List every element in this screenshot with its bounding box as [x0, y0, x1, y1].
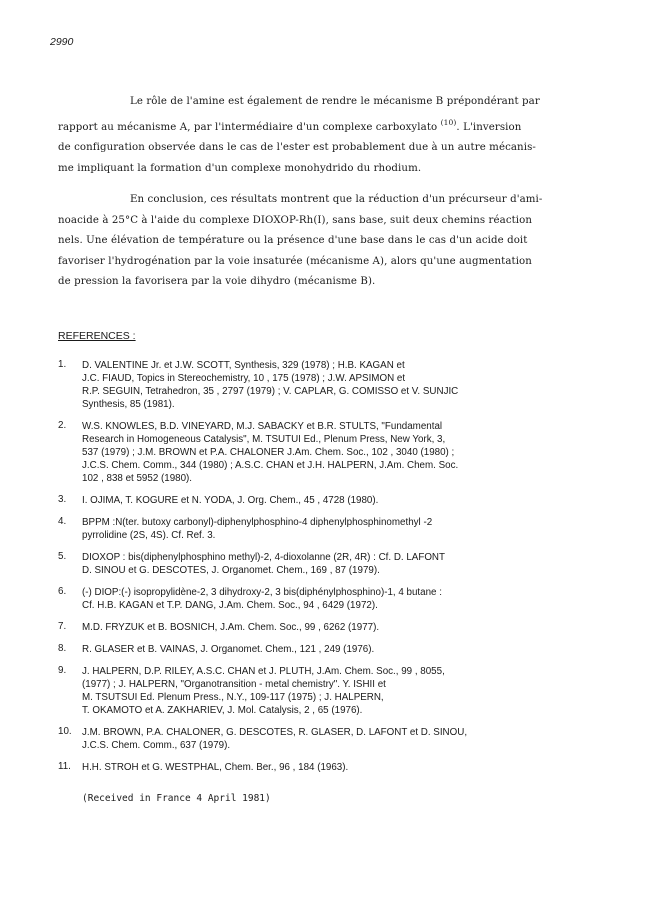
paragraph-line: me impliquant la formation d'un complexe monohydrido du rhodium.: [58, 162, 422, 174]
reference-line: (-) DIOP:(-) isopropylidène-2, 3 dihydroxy-2, 3 bis(diphénylphosphino)-1, 4 butane :: [82, 587, 442, 598]
reference-number: 1.: [58, 359, 67, 370]
reference-line: D. SINOU et G. DESCOTES, J. Organomet. Chem., 169 , 87 (1979).: [82, 565, 380, 576]
reference-line: Research in Homogeneous Catalysis", M. TSUTUI Ed., Plenum Press, New York, 3,: [82, 434, 446, 445]
reference-line: M. TSUTSUI Ed. Plenum Press., N.Y., 109-117 (1975) ; J. HALPERN,: [82, 692, 384, 703]
reference-number: 6.: [58, 586, 67, 597]
reference-item: [58, 359, 618, 411]
paragraph-line: nels. Une élévation de température ou la présence d'une base dans le cas d'un acide doit: [58, 235, 528, 246]
references-heading: REFERENCES :: [58, 330, 136, 342]
received-date: (Received in France 4 April 1981): [82, 793, 271, 804]
paragraph-conclusion: [58, 190, 614, 293]
paragraph-mechanism: [58, 92, 614, 179]
paragraph-line: de pression la favorisera par la voie dihydro (mécanisme B).: [58, 276, 376, 287]
reference-line: J.M. BROWN, P.A. CHALONER, G. DESCOTES, R. GLASER, D. LAFONT et D. SINOU,: [82, 727, 468, 738]
citation-superscript: (10): [440, 117, 457, 127]
reference-line: pyrrolidine (2S, 4S). Cf. Ref. 3.: [82, 530, 216, 541]
reference-number: 3.: [58, 494, 67, 505]
paragraph-line: [58, 113, 614, 139]
reference-line: J. HALPERN, D.P. RILEY, A.S.C. CHAN et J. PLUTH, J.Am. Chem. Soc., 99 , 8055,: [82, 666, 445, 677]
reference-line: (1977) ; J. HALPERN, "Organotransition - metal chemistry". Y. ISHII et: [82, 679, 386, 690]
paragraph-line: Le rôle de l'amine est également de rendre le mécanisme B prépondérant par: [130, 96, 540, 107]
paragraph-line: favoriser l'hydrogénation par la voie insaturée (mécanisme A), alors qu'une augmentation: [58, 255, 532, 267]
reference-item: [58, 621, 618, 634]
paragraph-line-tail: . L'inversion: [456, 121, 522, 133]
reference-line: D. VALENTINE Jr. et J.W. SCOTT, Synthesis, 329 (1978) ; H.B. KAGAN et: [82, 360, 405, 371]
reference-line: R. GLASER et B. VAINAS, J. Organomet. Chem., 121 , 249 (1976).: [82, 644, 375, 655]
paragraph-line-text: rapport au mécanisme A, par l'intermédiaire d'un complexe carboxylato: [58, 121, 438, 133]
reference-item: [58, 726, 618, 752]
reference-item: [58, 516, 618, 542]
reference-item: [58, 420, 618, 485]
reference-line: Synthesis, 85 (1981).: [82, 399, 175, 410]
reference-line: 102 , 838 et 5952 (1980).: [82, 473, 193, 484]
reference-number: 11.: [58, 761, 71, 772]
reference-item: [58, 494, 618, 507]
reference-line: M.D. FRYZUK et B. BOSNICH, J.Am. Chem. Soc., 99 , 6262 (1977).: [82, 622, 380, 633]
reference-number: 5.: [58, 551, 67, 562]
reference-line: Cf. H.B. KAGAN et T.P. DANG, J.Am. Chem. Soc., 94 , 6429 (1972).: [82, 600, 378, 611]
reference-item: [58, 665, 618, 717]
reference-number: 2.: [58, 420, 67, 431]
reference-line: DIOXOP : bis(diphenylphosphino methyl)-2, 4-dioxolanne (2R, 4R) : Cf. D. LAFONT: [82, 552, 445, 563]
reference-line: J.C.S. Chem. Comm., 344 (1980) ; A.S.C. CHAN et J.H. HALPERN, J.Am. Chem. Soc.: [82, 460, 459, 471]
reference-number: 10.: [58, 726, 72, 737]
reference-number: 4.: [58, 516, 67, 527]
reference-line: 537 (1979) ; J.M. BROWN et P.A. CHALONER J.Am. Chem. Soc., 102 , 3040 (1980) ;: [82, 447, 455, 458]
paragraph-line: noacide à 25°C à l'aide du complexe DIOXOP-Rh(I), sans base, suit deux chemins réaction: [58, 214, 533, 226]
reference-list: [58, 359, 618, 783]
paragraph-line: En conclusion, ces résultats montrent que la réduction d'un précurseur d'ami-: [130, 194, 543, 205]
reference-item: [58, 586, 618, 612]
reference-line: J.C. FIAUD, Topics in Stereochemistry, 10 , 175 (1978) ; J.W. APSIMON et: [82, 373, 406, 384]
paragraph-line: de configuration observée dans le cas de l'ester est probablement due à un autre mécanis-: [58, 142, 536, 153]
reference-line: I. OJIMA, T. KOGURE et N. YODA, J. Org. Chem., 45 , 4728 (1980).: [82, 495, 379, 506]
reference-line: BPPM :N(ter. butoxy carbonyl)-diphenylphosphino-4 diphenylphosphinomethyl -2: [82, 517, 433, 528]
reference-number: 9.: [58, 665, 67, 676]
reference-line: R.P. SEGUIN, Tetrahedron, 35 , 2797 (1979) ; V. CAPLAR, G. COMISSO et V. SUNJIC: [82, 386, 459, 397]
reference-item: [58, 643, 618, 656]
reference-line: W.S. KNOWLES, B.D. VINEYARD, M.J. SABACKY et B.R. STULTS, "Fundamental: [82, 421, 443, 432]
reference-item: [58, 551, 618, 577]
reference-line: H.H. STROH et G. WESTPHAL, Chem. Ber., 96 , 184 (1963).: [82, 762, 349, 773]
reference-number: 7.: [58, 621, 67, 632]
reference-line: J.C.S. Chem. Comm., 637 (1979).: [82, 740, 231, 751]
reference-number: 8.: [58, 643, 67, 654]
page-number: 2990: [50, 36, 74, 48]
reference-item: [58, 761, 618, 774]
reference-line: T. OKAMOTO et A. ZAKHARIEV, J. Mol. Catalysis, 2 , 65 (1976).: [82, 705, 363, 716]
